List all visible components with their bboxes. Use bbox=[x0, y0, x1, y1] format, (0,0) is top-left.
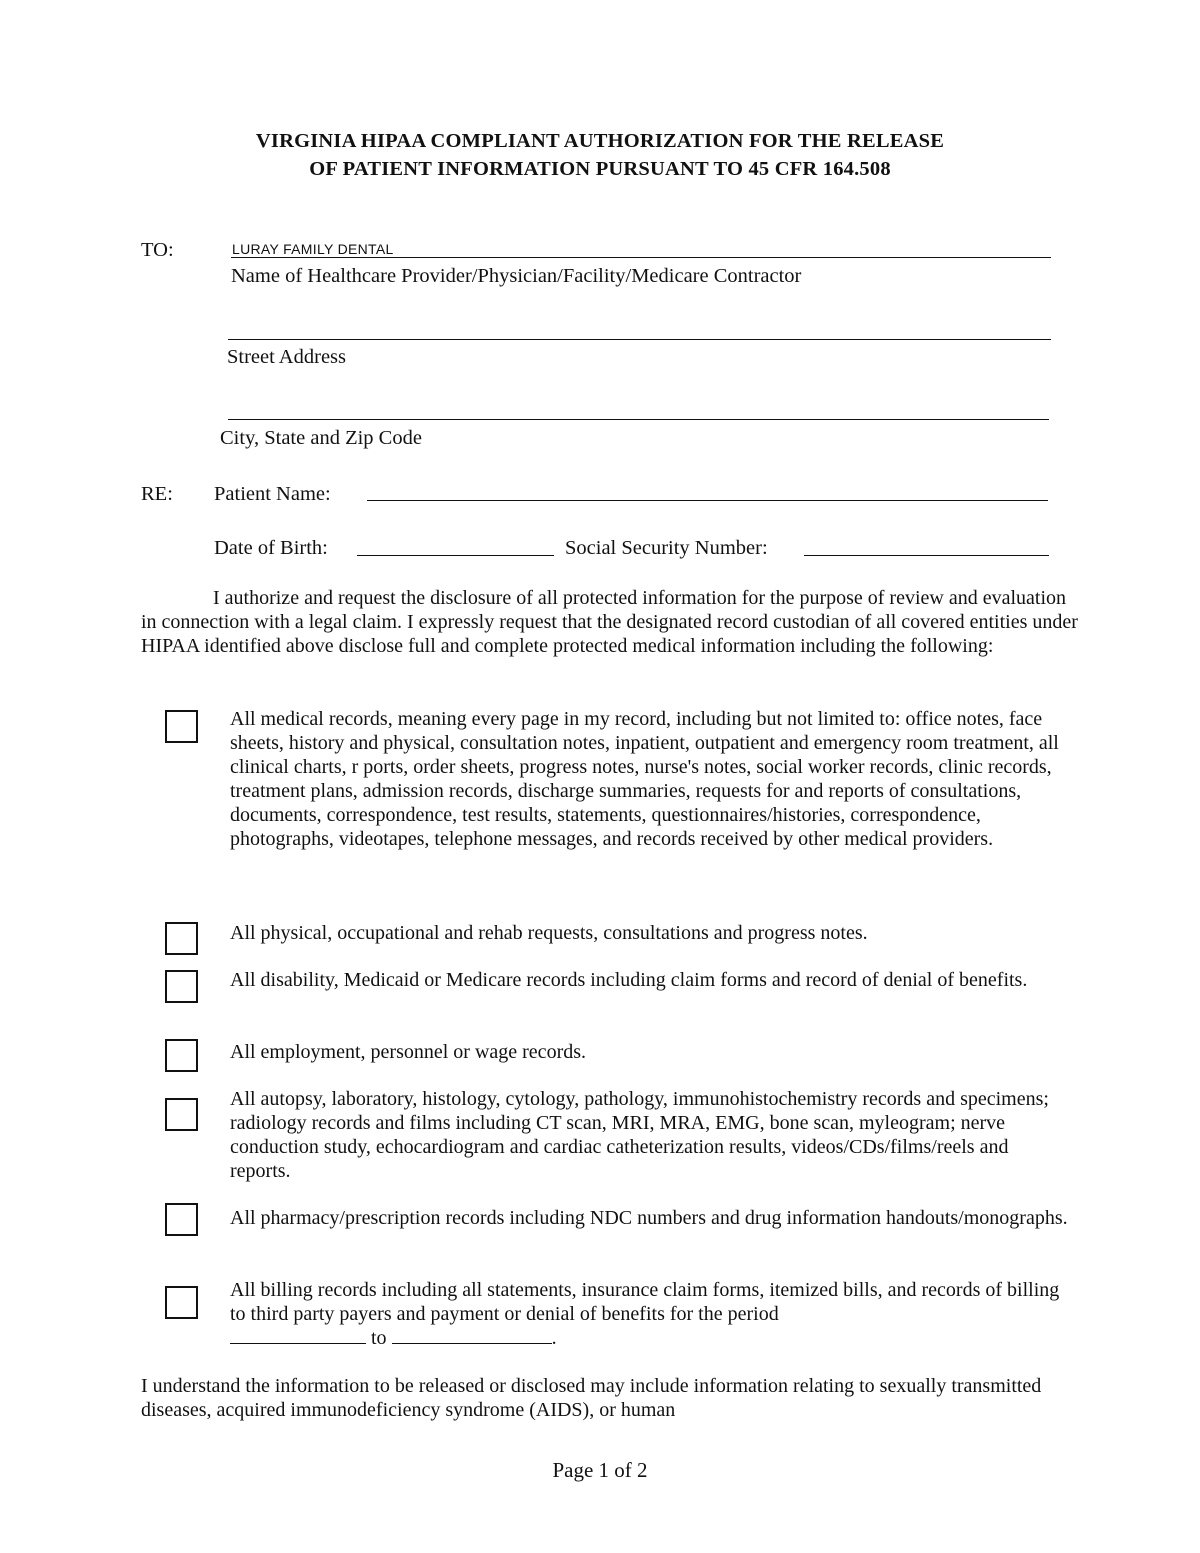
to-label: TO: bbox=[141, 239, 174, 261]
record-option-checkbox[interactable] bbox=[165, 1203, 198, 1236]
provider-name-value: LURAY FAMILY DENTAL bbox=[232, 241, 394, 257]
city-state-zip-underline bbox=[228, 419, 1049, 420]
provider-name-caption: Name of Healthcare Provider/Physician/Facility/Medicare Contractor bbox=[231, 265, 802, 287]
record-option-text bbox=[230, 1278, 1070, 1350]
dob-underline bbox=[357, 555, 554, 556]
patient-name-label: Patient Name: bbox=[214, 483, 331, 505]
street-address-underline bbox=[228, 339, 1051, 340]
record-option-checkbox[interactable] bbox=[165, 1039, 198, 1072]
re-label: RE: bbox=[141, 483, 173, 505]
record-option-text: All physical, occupational and rehab requests, consultations and progress notes. bbox=[230, 922, 868, 944]
record-option-checkbox[interactable] bbox=[165, 970, 198, 1003]
dob-label: Date of Birth: bbox=[214, 537, 328, 559]
record-option-text: All medical records, meaning every page in my record, including but not limited to: office notes, face sheets, history and physical, consultation notes, inpatient, outpatient and emergency room treatment, all clinical charts, r ports, order sheets, progress notes, nurse's notes, social worker records, clinic records, treatment plans, admission records, discharge summaries, requests for and reports of consultations, documents, correspondence, test results, statements, questionnaires/histories, correspondence, photographs, videotapes, telephone messages, and records received by other medical providers. bbox=[230, 708, 1059, 850]
ssn-label: Social Security Number: bbox=[565, 537, 768, 559]
understanding-paragraph: I understand the information to be released or disclosed may include information relating to sexually transmitted diseases, acquired immunodeficiency syndrome (AIDS), or human bbox=[141, 1375, 1042, 1421]
record-option-text: All autopsy, laboratory, histology, cytology, pathology, immunohistochemistry records and specimens; radiology records and films including CT scan, MRI, MRA, EMG, bone scan, myleogram; nerve conduction study, echocardiogram and cardiac catheterization results, videos/CDs/films/reels and reports. bbox=[230, 1088, 1049, 1182]
ssn-underline bbox=[804, 555, 1049, 556]
record-option-checkbox[interactable] bbox=[165, 922, 198, 955]
record-option-checkbox[interactable] bbox=[165, 710, 198, 743]
billing-option-text: All billing records including all statements, insurance claim forms, itemized bills, and records of billing to third party payers and payment or denial of benefits for the period bbox=[230, 1279, 1060, 1325]
provider-name-underline bbox=[231, 257, 1051, 258]
document-title-line-2: OF PATIENT INFORMATION PURSUANT TO 45 CFR 164.508 bbox=[309, 158, 891, 180]
city-state-zip-caption: City, State and Zip Code bbox=[220, 427, 422, 449]
record-option-checkbox[interactable] bbox=[165, 1098, 198, 1131]
record-option-checkbox[interactable] bbox=[165, 1286, 198, 1319]
street-address-caption: Street Address bbox=[227, 346, 346, 368]
period-start-blank[interactable] bbox=[230, 1343, 366, 1344]
record-option-text: All disability, Medicaid or Medicare records including claim forms and record of denial of benefits. bbox=[230, 969, 1028, 991]
page-number: Page 1 of 2 bbox=[552, 1458, 648, 1482]
document-title-line-1: VIRGINIA HIPAA COMPLIANT AUTHORIZATION FOR THE RELEASE bbox=[255, 130, 945, 152]
record-option-text: All employment, personnel or wage records. bbox=[230, 1041, 587, 1063]
period-end-punct: . bbox=[551, 1327, 557, 1349]
authorization-paragraph: I authorize and request the disclosure of all protected information for the purpose of review and evaluation in connection with a legal claim. I expressly request that the designated record custodian of all covered entities under HIPAA identified above disclose full and complete protected medical information including the following: bbox=[141, 587, 1078, 657]
period-end-blank[interactable] bbox=[392, 1343, 552, 1344]
patient-name-underline bbox=[367, 500, 1048, 501]
period-to-word: to bbox=[371, 1327, 387, 1349]
record-option-text: All pharmacy/prescription records including NDC numbers and drug information handouts/monographs. bbox=[230, 1207, 1068, 1229]
